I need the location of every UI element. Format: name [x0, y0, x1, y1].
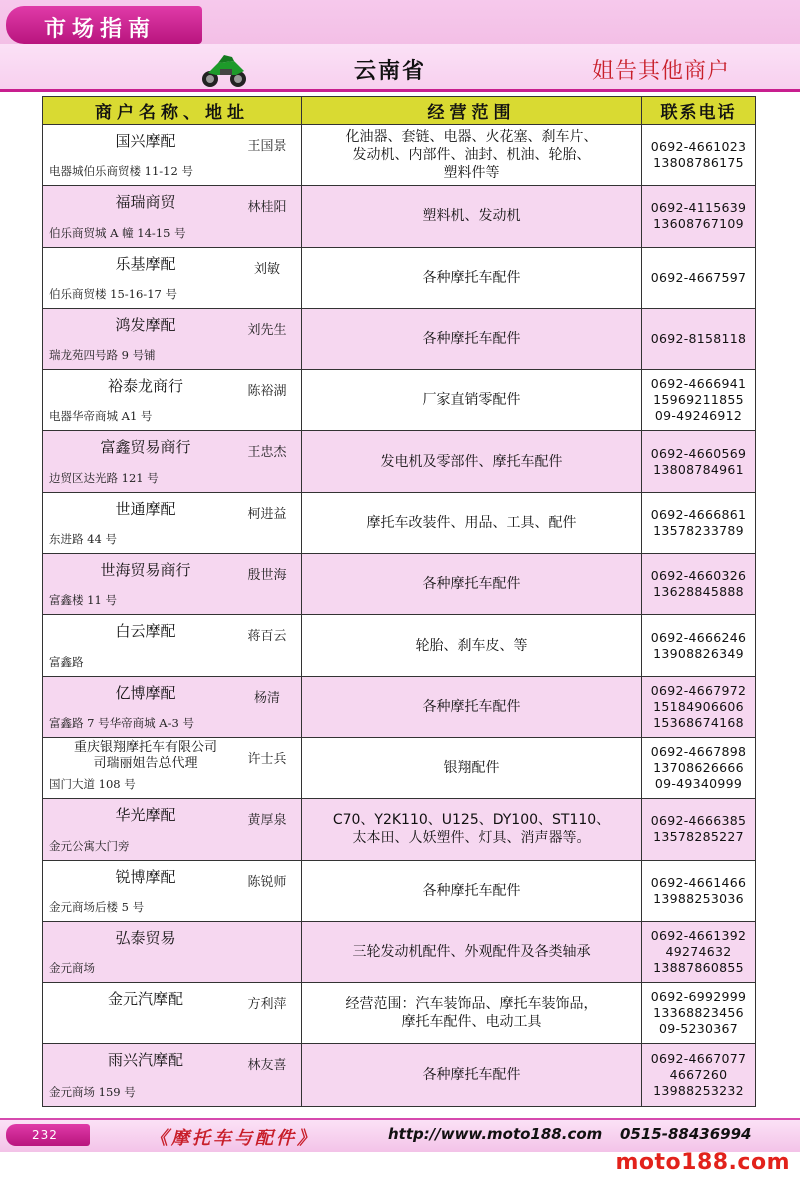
- business-scope: [302, 125, 642, 185]
- phone-number: 15368674168: [653, 714, 744, 730]
- merchant-address: 伯乐商贸城 A 幢 14-15 号: [49, 225, 186, 240]
- phone-number: 15969211855: [653, 392, 744, 408]
- phone-number: 0692-8158118: [650, 331, 747, 347]
- business-scope: [302, 431, 642, 491]
- merchant-name: [43, 1049, 248, 1070]
- table-row: [43, 309, 755, 370]
- merchant-address: 东进路 44 号: [49, 532, 117, 547]
- merchant-name-line: 金元汽摩配: [107, 990, 183, 1009]
- business-scope-text: [423, 269, 521, 287]
- table-row: [43, 493, 755, 554]
- business-scope-line: 各种摩托车配件: [422, 331, 521, 348]
- table-row: [43, 615, 755, 676]
- merchant-address: 富鑫路: [49, 654, 84, 669]
- phone-number: 0692-4666861: [650, 506, 747, 522]
- business-scope: [302, 861, 642, 921]
- merchant-name: [43, 620, 248, 641]
- business-scope: [302, 922, 642, 982]
- contact-person: 王国景: [247, 139, 287, 154]
- business-scope: [302, 615, 642, 675]
- business-scope: [302, 983, 642, 1043]
- contact-person: 刘敏: [253, 261, 280, 277]
- business-scope-line: 塑料机、发动机: [422, 208, 521, 225]
- phone-cell: [642, 431, 755, 491]
- merchant-name-line: 福瑞商贸: [115, 193, 176, 212]
- phone-cell: [642, 922, 755, 982]
- phone-number: 09-5230367: [658, 1021, 739, 1037]
- table-row: [43, 738, 755, 799]
- merchant-address: 金元商场后楼 5 号: [49, 899, 145, 914]
- phone-cell: [642, 861, 755, 921]
- merchant-address: 电器城伯乐商贸楼 11-12 号: [49, 164, 193, 179]
- merchant-name-line: 裕泰龙商行: [107, 377, 183, 396]
- table-row: [43, 922, 755, 983]
- business-scope-text: [423, 330, 521, 348]
- business-scope-line: 发电机及零部件、摩托车配件: [380, 453, 563, 470]
- section-tab-label: 市场指南: [44, 16, 157, 42]
- business-scope-text: [423, 882, 521, 900]
- contact-person: 蒋百云: [247, 629, 287, 645]
- phone-cell: [642, 554, 755, 614]
- merchant-address: 金元公寓大门旁: [49, 838, 130, 853]
- merchant-table: [42, 96, 756, 1107]
- phone-number: 0692-4661392: [650, 928, 747, 943]
- business-scope-line: 各种摩托车配件: [422, 882, 521, 899]
- merchant-name-line: 白云摩配: [115, 622, 176, 641]
- contact-person: 方利萍: [247, 997, 287, 1013]
- business-scope: [302, 248, 642, 308]
- section-title: 姐告其他商户: [592, 59, 731, 84]
- merchant-address: 金元商场 159 号: [49, 1084, 136, 1099]
- business-scope-line: 摩托车配件、电动工具: [401, 1014, 542, 1031]
- business-scope-line: 发动机、内部件、油封、机油、轮胎、: [352, 147, 591, 164]
- merchant-name: [43, 866, 248, 887]
- phone-number: 13988253036: [653, 890, 744, 906]
- phone-number: 0692-4667898: [650, 744, 747, 760]
- phone-number: 13578233789: [653, 522, 744, 538]
- merchant-cell: [43, 431, 302, 491]
- business-scope: [302, 554, 642, 614]
- merchant-name: [43, 375, 248, 396]
- merchant-cell: [43, 370, 302, 430]
- column-header-scope: 经营范围: [302, 97, 642, 124]
- contact-person: 黄厚泉: [247, 813, 287, 829]
- phone-cell: [642, 677, 755, 737]
- phone-cell: [642, 615, 755, 675]
- contact-person: 陈锐师: [247, 874, 287, 890]
- magazine-title: 《摩托车与配件》: [150, 1128, 318, 1149]
- table-row: [43, 1044, 755, 1105]
- merchant-cell: [43, 861, 302, 921]
- business-scope: [302, 738, 642, 798]
- phone-cell: [642, 1044, 755, 1105]
- business-scope-line: 化油器、套链、电器、火花塞、刹车片、: [345, 129, 598, 146]
- phone-number: 0692-4115639: [650, 200, 747, 216]
- business-scope-text: [423, 698, 521, 716]
- merchant-address: 富鑫楼 11 号: [49, 593, 117, 608]
- column-header-name: 商户名称、地址: [43, 97, 302, 124]
- phone-cell: [642, 799, 755, 859]
- table-row: [43, 983, 755, 1044]
- phone-cell: [642, 738, 755, 798]
- page-number: 232: [6, 1124, 90, 1146]
- phone-number: 13887860855: [653, 960, 744, 975]
- phone-number: 49274632: [665, 944, 732, 959]
- business-scope-text: [423, 391, 521, 409]
- merchant-name-line: 鸿发摩配: [115, 315, 176, 334]
- merchant-name: [43, 682, 248, 703]
- business-scope-line: 塑料件等: [443, 165, 500, 182]
- phone-cell: [642, 309, 755, 369]
- business-scope-text: [346, 995, 598, 1031]
- merchant-name-line: 锐博摩配: [115, 867, 176, 886]
- business-scope: [302, 493, 642, 553]
- merchant-cell: [43, 677, 302, 737]
- business-scope: [302, 309, 642, 369]
- business-scope: [302, 370, 642, 430]
- business-scope-line: 各种摩托车配件: [422, 1067, 521, 1084]
- contact-person: 殷世海: [247, 568, 287, 584]
- hotline-number: 0515-88436994: [620, 1125, 752, 1143]
- province-title: 云南省: [354, 58, 427, 84]
- merchant-name-line: 雨兴汽摩配: [107, 1051, 183, 1070]
- phone-number: 0692-4661023: [650, 139, 747, 155]
- phone-number: 13808786175: [653, 155, 744, 171]
- merchant-name: [43, 130, 248, 151]
- phone-number: 0692-4667077: [650, 1051, 747, 1067]
- business-scope-text: [423, 1066, 521, 1084]
- merchant-address: 富鑫路 7 号华帝商城 A-3 号: [49, 715, 194, 730]
- merchant-cell: [43, 799, 302, 859]
- merchant-cell: [43, 493, 302, 553]
- phone-cell: [642, 983, 755, 1043]
- contact-person: 杨清: [253, 690, 280, 706]
- business-scope-text: [423, 207, 521, 225]
- contact-person: 柯进益: [247, 506, 287, 522]
- merchant-name: [43, 253, 248, 274]
- business-scope: [302, 799, 642, 859]
- merchant-name-line: 富鑫贸易商行: [100, 438, 191, 457]
- phone-cell: [642, 125, 755, 185]
- phone-number: 0692-4666246: [650, 629, 747, 645]
- motorcycle-icon: [200, 49, 248, 89]
- business-scope-line: 各种摩托车配件: [422, 698, 521, 715]
- merchant-name: [43, 988, 248, 1009]
- table-row: [43, 431, 755, 492]
- merchant-name: [43, 498, 248, 519]
- business-scope-text: [367, 514, 577, 532]
- phone-number: 09-49246912: [654, 408, 743, 424]
- phone-cell: [642, 248, 755, 308]
- phone-number: 0692-4667972: [650, 682, 747, 698]
- business-scope: [302, 1044, 642, 1105]
- phone-number: 13578285227: [653, 829, 744, 845]
- phone-number: 13708626666: [653, 760, 744, 776]
- merchant-address: 电器华帝商城 A1 号: [49, 409, 153, 424]
- merchant-name: [43, 559, 248, 580]
- merchant-name: [43, 436, 248, 457]
- merchant-cell: [43, 125, 302, 185]
- phone-number: 4667260: [669, 1067, 728, 1083]
- table-row: [43, 554, 755, 615]
- watermark: moto188.com: [615, 1150, 790, 1175]
- business-scope: [302, 186, 642, 246]
- merchant-name-line: 乐基摩配: [115, 254, 176, 273]
- merchant-name: [43, 804, 248, 825]
- business-scope-line: 厂家直销零配件: [422, 392, 521, 409]
- contact-person: 林友喜: [247, 1058, 287, 1074]
- merchant-address: 金元商场: [49, 961, 95, 976]
- business-scope-line: 太本田、人妖塑件、灯具、消声器等。: [352, 830, 591, 847]
- table-header: [43, 97, 755, 125]
- phone-number: 13908826349: [653, 645, 744, 661]
- phone-number: 13988253232: [653, 1083, 744, 1099]
- contact-person: 刘先生: [247, 322, 287, 338]
- merchant-address: 瑞龙苑四号路 9 号铺: [49, 348, 156, 363]
- contact-person: 林桂阳: [247, 200, 287, 216]
- phone-number: 0692-4660569: [650, 445, 747, 461]
- phone-number: 0692-6992999: [650, 989, 747, 1005]
- business-scope-text: [444, 759, 500, 777]
- phone-number: 0692-4666385: [650, 813, 747, 829]
- merchant-name: [43, 740, 248, 772]
- phone-number: 0692-4661466: [650, 874, 747, 890]
- phone-number: 0692-4660326: [650, 568, 747, 584]
- merchant-name-line: 亿博摩配: [115, 683, 176, 702]
- merchant-cell: [43, 922, 302, 982]
- business-scope-text: [423, 575, 521, 593]
- business-scope-line: 各种摩托车配件: [422, 269, 521, 286]
- merchant-cell: [43, 248, 302, 308]
- merchant-cell: [43, 554, 302, 614]
- merchant-cell: [43, 1044, 302, 1105]
- phone-cell: [642, 186, 755, 246]
- contact-person: 王忠杰: [247, 445, 287, 461]
- merchant-name-line: 国兴摩配: [115, 132, 176, 150]
- table-body: [43, 125, 755, 1106]
- business-scope-line: 经营范围：汽车装饰品、摩托车装饰品，: [345, 996, 598, 1013]
- business-scope-text: [333, 811, 610, 847]
- phone-number: 13608767109: [653, 216, 744, 232]
- business-scope-line: C70、Y2K110、U125、DY100、ST110、: [332, 812, 611, 829]
- table-row: [43, 248, 755, 309]
- business-scope: [302, 677, 642, 737]
- phone-cell: [642, 370, 755, 430]
- phone-number: 0692-4667597: [650, 269, 747, 285]
- business-scope-line: 各种摩托车配件: [422, 576, 521, 593]
- phone-number: 15184906606: [653, 698, 744, 714]
- merchant-name-line: 世通摩配: [115, 499, 176, 518]
- table-row: [43, 186, 755, 247]
- merchant-name-line: 司瑞丽姐告总代理: [93, 755, 198, 771]
- table-row: [43, 370, 755, 431]
- merchant-name-line: 华光摩配: [115, 806, 176, 825]
- merchant-address: 伯乐商贸楼 15-16-17 号: [49, 286, 177, 301]
- phone-number: 0692-4666941: [650, 376, 747, 392]
- merchant-cell: [43, 186, 302, 246]
- phone-number: 09-49340999: [654, 776, 743, 792]
- business-scope-line: 三轮发动机配件、外观配件及各类轴承: [352, 944, 591, 960]
- business-scope-line: 银翔配件: [443, 760, 500, 777]
- contact-person: 陈裕湖: [247, 384, 287, 400]
- merchant-address: 国门大道 108 号: [49, 777, 136, 792]
- business-scope-text: [346, 128, 598, 182]
- business-scope-line: 轮胎、刹车皮、等: [415, 637, 528, 654]
- phone-number: 13808784961: [653, 461, 744, 477]
- column-header-phone: 联系电话: [660, 103, 737, 123]
- table-row: [43, 861, 755, 922]
- phone-number: 13368823456: [653, 1005, 744, 1021]
- merchant-name-line: 世海贸易商行: [100, 561, 191, 580]
- merchant-name: [43, 191, 248, 212]
- merchant-cell: [43, 309, 302, 369]
- website-link[interactable]: http://www.moto188.com: [388, 1125, 603, 1143]
- business-scope-text: [416, 637, 528, 655]
- contact-person: 许士兵: [247, 751, 287, 767]
- phone-cell: [642, 493, 755, 553]
- table-row: [43, 125, 755, 186]
- business-scope-text: [381, 453, 563, 471]
- business-scope-text: [353, 943, 591, 961]
- business-scope-line: 摩托车改装件、用品、工具、配件: [366, 514, 577, 531]
- merchant-cell: [43, 983, 302, 1043]
- merchant-address: 边贸区达光路 121 号: [49, 470, 159, 485]
- merchant-name-line: 弘泰贸易: [115, 928, 176, 947]
- merchant-name: [43, 927, 248, 948]
- table-row: [43, 677, 755, 738]
- merchant-name-line: 重庆银翔摩托车有限公司: [73, 739, 217, 755]
- merchant-cell: [43, 615, 302, 675]
- phone-number: 13628845888: [653, 584, 744, 600]
- merchant-name: [43, 314, 248, 335]
- merchant-cell: [43, 738, 302, 798]
- table-row: [43, 799, 755, 860]
